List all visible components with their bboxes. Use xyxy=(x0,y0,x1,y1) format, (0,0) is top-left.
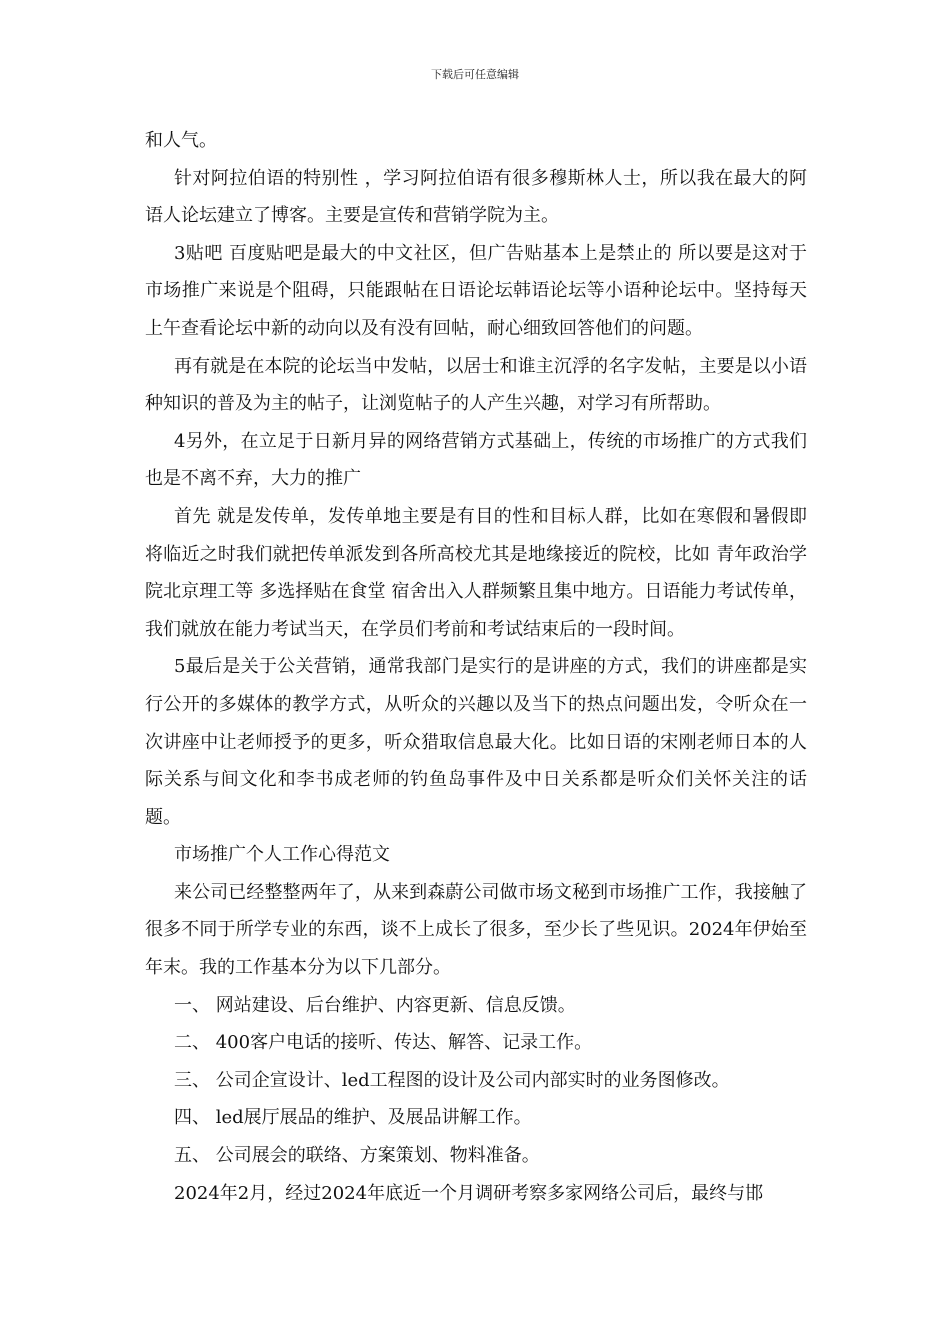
paragraph: 3贴吧 百度贴吧是最大的中文社区，但广告贴基本上是禁止的 所以要是这对于市场推广来说是个阻碍，只能跟帖在日语论坛韩语论坛等小语种论坛中。坚持每天上午查看论坛中新的动向以及有没有回帖，耐心细致回答他们的问题。 xyxy=(145,242,807,339)
paragraph: 首先 就是发传单，发传单地主要是有目的性和目标人群，比如在寒假和暑假即将临近之时我们就把传单派发到各所高校尤其是地缘接近的院校，比如 青年政治学院北京理工等 多选择贴在食堂 宿舍出入人群频繁且集中地方。日语能力考试传单，我们就放在能力考试当天，在学员们考前和考试结束后的一段时间。 xyxy=(145,505,807,640)
paragraph: 针对阿拉伯语的特别性 ，学习阿拉伯语有很多穆斯林人士，所以我在最大的阿语人论坛建立了博客。主要是宣传和营销学院为主。 xyxy=(145,167,807,227)
running-header: 下载后可任意编辑 xyxy=(431,68,519,81)
list-item: 五、 公司展会的联络、方案策划、物料准备。 xyxy=(174,1145,540,1167)
paragraph: 再有就是在本院的论坛当中发帖，以居士和谁主沉浮的名字发帖，主要是以小语种知识的普及为主的帖子，让浏览帖子的人产生兴趣，对学习有所帮助。 xyxy=(145,355,807,415)
paragraph: 来公司已经整整两年了，从来到森蔚公司做市场文秘到市场推广工作，我接触了很多不同于所学专业的东西，谈不上成长了很多，至少长了些见识。2024年伊始至年末。我的工作基本分为以下几部分。 xyxy=(145,881,807,979)
body-text xyxy=(145,122,807,1212)
section-heading: 市场推广个人工作心得范文 xyxy=(174,844,390,866)
paragraph: 2024年2月，经过2024年底近一个月调研考察多家网络公司后，最终与邯 xyxy=(174,1182,764,1204)
paragraph: 和人气。 xyxy=(145,130,217,151)
paragraph: 4另外，在立足于日新月异的网络营销方式基础上，传统的市场推广的方式我们也是不离不弃，大力的推广 xyxy=(145,430,807,490)
list-item: 四、 led展厅展品的维护、及展品讲解工作。 xyxy=(174,1107,532,1129)
paragraph: 5最后是关于公关营销，通常我部门是实行的是讲座的方式，我们的讲座都是实行公开的多媒体的教学方式，从听众的兴趣以及当下的热点问题出发，令听众在一次讲座中让老师授予的更多，听众猎取信息最大化。比如日语的宋刚老师日本的人际关系与间文化和李书成老师的钓鱼岛事件及中日关系都是听众们关怀关注的话题。 xyxy=(145,656,807,828)
list-item: 三、 公司企宣设计、led工程图的设计及公司内部实时的业务图修改。 xyxy=(174,1069,730,1091)
list-item: 一、 网站建设、后台维护、内容更新、信息反馈。 xyxy=(174,994,576,1016)
list-item: 二、 400客户电话的接听、传达、解答、记录工作。 xyxy=(174,1032,593,1054)
